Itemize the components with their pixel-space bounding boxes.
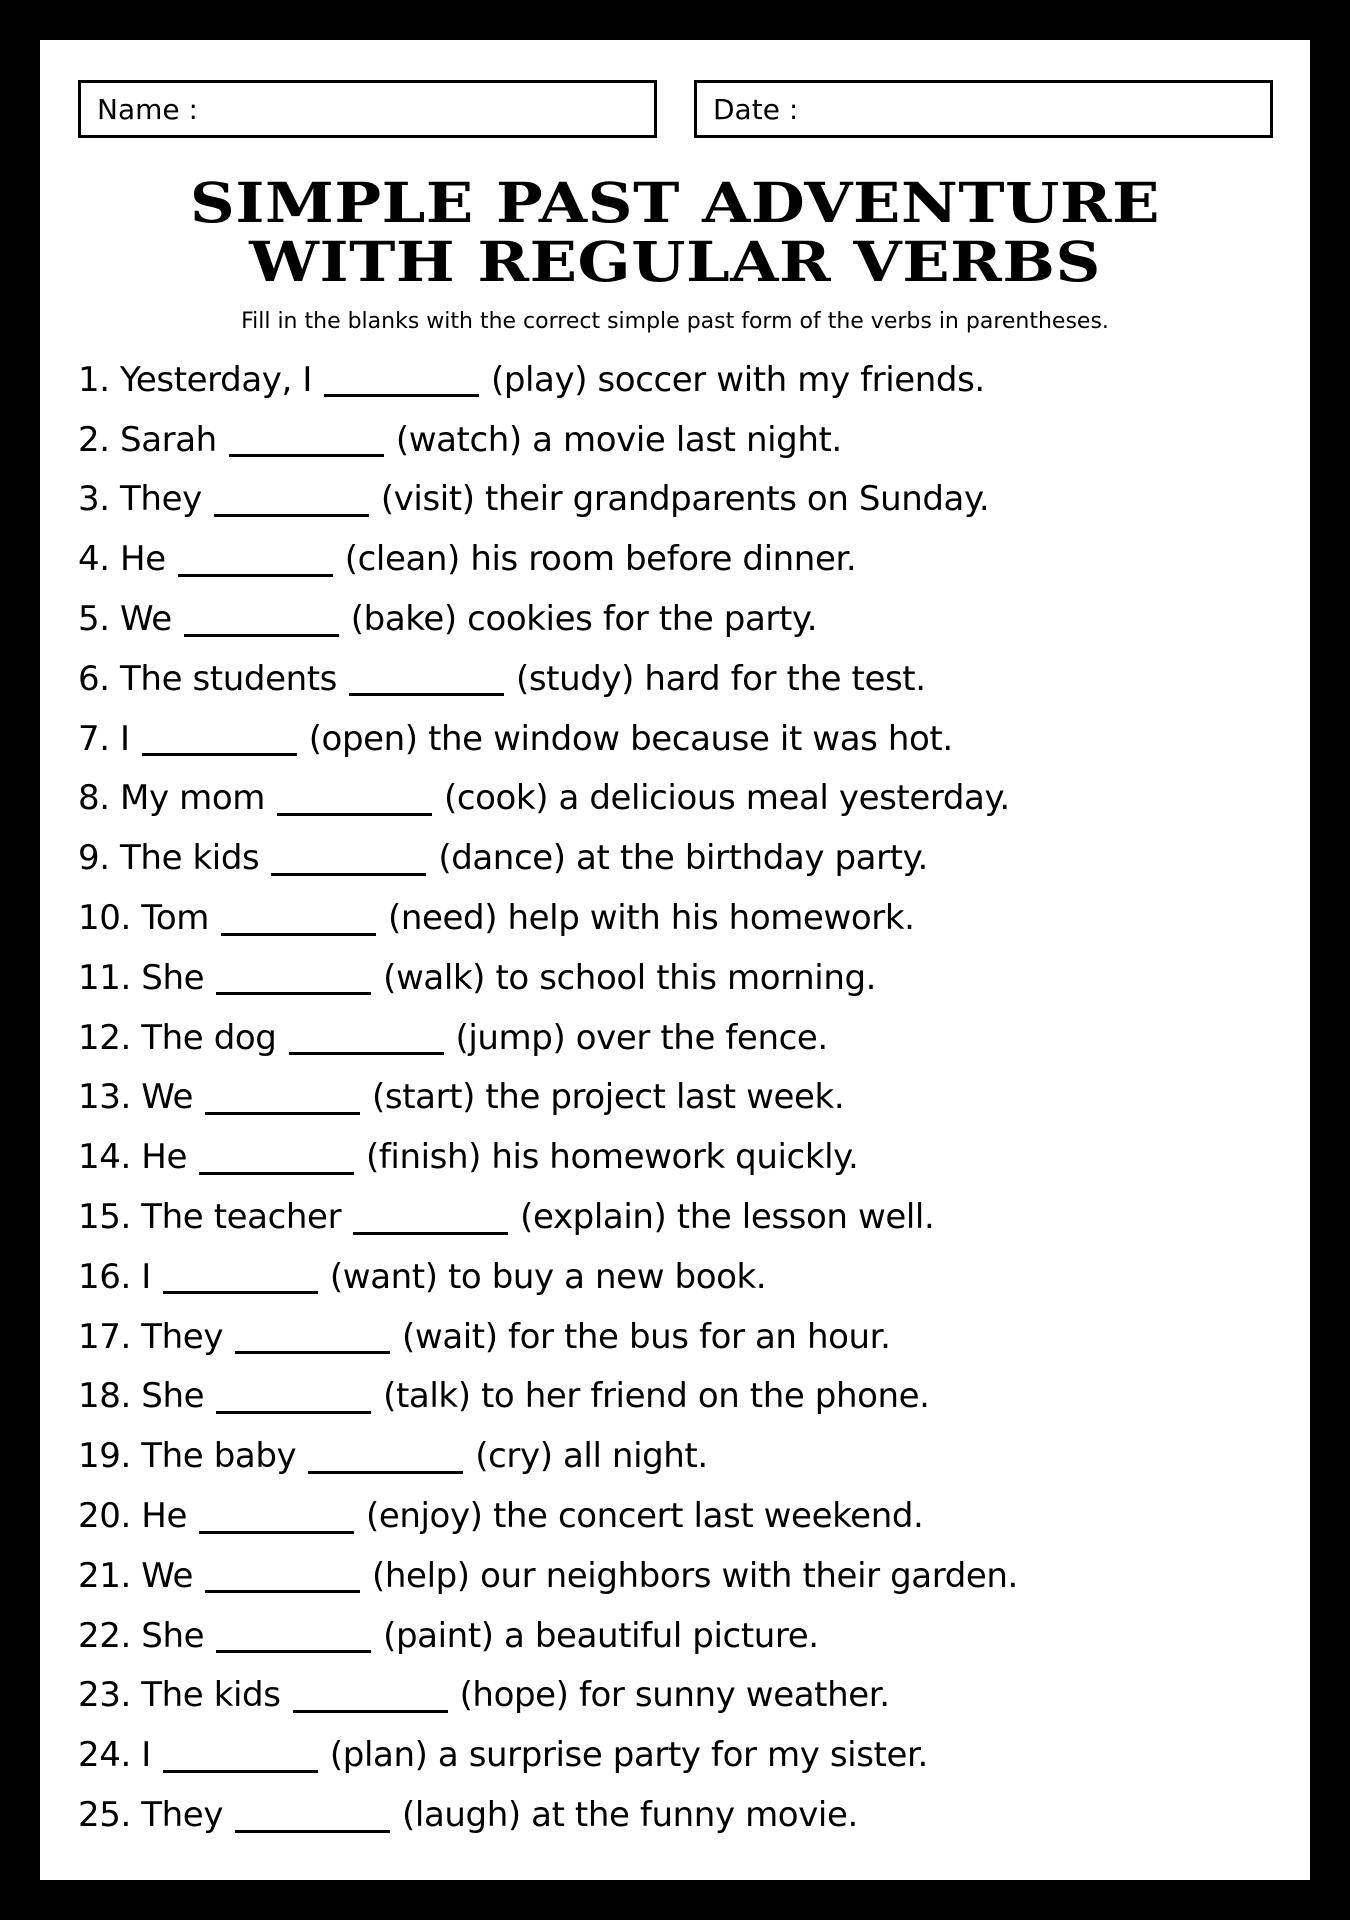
answer-blank[interactable] bbox=[163, 1259, 318, 1294]
exercise-rest: (bake) cookies for the party. bbox=[350, 599, 818, 640]
answer-blank[interactable] bbox=[205, 1558, 360, 1593]
answer-blank[interactable] bbox=[199, 1140, 354, 1175]
exercise-rest: (paint) a beautiful picture. bbox=[383, 1615, 819, 1656]
exercise-rest: (study) hard for the test. bbox=[515, 658, 926, 699]
answer-blank[interactable] bbox=[353, 1200, 508, 1235]
answer-blank[interactable] bbox=[199, 1499, 354, 1534]
exercise-item bbox=[78, 1367, 1278, 1427]
worksheet-page bbox=[40, 40, 1310, 1880]
exercise-rest: (laugh) at the funny movie. bbox=[402, 1795, 858, 1836]
exercise-rest: (help) our neighbors with their garden. bbox=[372, 1555, 1018, 1596]
exercise-rest: (start) the project last week. bbox=[372, 1077, 845, 1118]
exercise-rest: (want) to buy a new book. bbox=[329, 1256, 767, 1297]
exercise-subject: 10. Tom bbox=[78, 898, 209, 939]
title-line-1: SIMPLE PAST ADVENTURE bbox=[189, 170, 1161, 235]
answer-blank[interactable] bbox=[142, 721, 297, 756]
exercise-subject: 15. The teacher bbox=[78, 1197, 342, 1238]
exercise-rest: (finish) his homework quickly. bbox=[365, 1137, 859, 1178]
exercise-subject: 21. We bbox=[78, 1555, 194, 1596]
exercise-rest: (hope) for sunny weather. bbox=[459, 1675, 890, 1716]
answer-blank[interactable] bbox=[277, 781, 432, 816]
exercise-subject: 19. The baby bbox=[78, 1436, 297, 1477]
exercise-item bbox=[78, 1486, 1278, 1546]
answer-blank[interactable] bbox=[205, 1080, 360, 1115]
exercise-item bbox=[78, 888, 1278, 948]
exercise-item bbox=[78, 350, 1278, 410]
name-field[interactable] bbox=[78, 80, 657, 138]
exercise-subject: 3. They bbox=[78, 479, 202, 520]
exercise-subject: 1. Yesterday, I bbox=[78, 359, 312, 400]
exercise-subject: 9. The kids bbox=[78, 838, 260, 879]
exercise-subject: 4. He bbox=[78, 539, 166, 580]
answer-blank[interactable] bbox=[229, 422, 384, 457]
exercise-item bbox=[78, 948, 1278, 1008]
exercise-rest: (need) help with his homework. bbox=[388, 898, 915, 939]
exercise-rest: (watch) a movie last night. bbox=[395, 419, 842, 460]
exercise-rest: (plan) a surprise party for my sister. bbox=[329, 1735, 928, 1776]
exercise-subject: 16. I bbox=[78, 1256, 151, 1297]
exercise-rest: (cook) a delicious meal yesterday. bbox=[443, 778, 1010, 819]
answer-blank[interactable] bbox=[289, 1020, 444, 1055]
exercise-item bbox=[78, 709, 1278, 769]
answer-blank[interactable] bbox=[221, 901, 376, 936]
exercise-rest: (clean) his room before dinner. bbox=[344, 539, 857, 580]
exercise-item bbox=[78, 1127, 1278, 1187]
answer-blank[interactable] bbox=[235, 1798, 390, 1833]
exercise-subject: 5. We bbox=[78, 599, 172, 640]
exercise-item bbox=[78, 649, 1278, 709]
exercise-item bbox=[78, 769, 1278, 829]
exercise-subject: 17. They bbox=[78, 1316, 224, 1357]
answer-blank[interactable] bbox=[184, 602, 339, 637]
exercise-subject: 22. She bbox=[78, 1615, 205, 1656]
exercise-rest: (talk) to her friend on the phone. bbox=[383, 1376, 930, 1417]
exercise-item bbox=[78, 1307, 1278, 1367]
answer-blank[interactable] bbox=[214, 482, 369, 517]
exercise-rest: (walk) to school this morning. bbox=[383, 957, 877, 998]
exercise-item bbox=[78, 1546, 1278, 1606]
exercise-rest: (dance) at the birthday party. bbox=[438, 838, 928, 879]
exercise-subject: 25. They bbox=[78, 1795, 224, 1836]
answer-blank[interactable] bbox=[271, 841, 426, 876]
exercise-subject: 7. I bbox=[78, 718, 130, 759]
exercise-rest: (open) the window because it was hot. bbox=[308, 718, 953, 759]
answer-blank[interactable] bbox=[235, 1319, 390, 1354]
exercise-rest: (cry) all night. bbox=[475, 1436, 708, 1477]
exercise-subject: 20. He bbox=[78, 1496, 187, 1537]
answer-blank[interactable] bbox=[293, 1678, 448, 1713]
exercise-rest: (jump) over the fence. bbox=[455, 1017, 828, 1058]
exercise-subject: 23. The kids bbox=[78, 1675, 281, 1716]
exercise-rest: (wait) for the bus for an hour. bbox=[402, 1316, 891, 1357]
exercise-rest: (enjoy) the concert last weekend. bbox=[365, 1496, 924, 1537]
exercise-subject: 18. She bbox=[78, 1376, 205, 1417]
worksheet-title bbox=[0, 170, 1350, 294]
exercise-subject: 8. My mom bbox=[78, 778, 265, 819]
exercise-item bbox=[78, 1725, 1278, 1785]
answer-blank[interactable] bbox=[216, 960, 371, 995]
exercise-subject: 12. The dog bbox=[78, 1017, 277, 1058]
exercise-item bbox=[78, 1068, 1278, 1128]
exercise-subject: 24. I bbox=[78, 1735, 151, 1776]
exercise-item bbox=[78, 1247, 1278, 1307]
exercise-item bbox=[78, 1666, 1278, 1726]
exercise-subject: 11. She bbox=[78, 957, 205, 998]
answer-blank[interactable] bbox=[349, 661, 504, 696]
exercise-item bbox=[78, 1426, 1278, 1486]
answer-blank[interactable] bbox=[308, 1439, 463, 1474]
date-field[interactable] bbox=[694, 80, 1273, 138]
exercise-rest: (visit) their grandparents on Sunday. bbox=[380, 479, 990, 520]
exercise-item bbox=[78, 529, 1278, 589]
exercise-item bbox=[78, 1008, 1278, 1068]
exercise-item bbox=[78, 1785, 1278, 1845]
exercise-item bbox=[78, 589, 1278, 649]
exercise-item bbox=[78, 1606, 1278, 1666]
answer-blank[interactable] bbox=[216, 1379, 371, 1414]
name-label: Name : bbox=[97, 92, 198, 126]
exercise-subject: 6. The students bbox=[78, 658, 337, 699]
answer-blank[interactable] bbox=[324, 362, 479, 397]
exercise-item bbox=[78, 410, 1278, 470]
exercise-subject: 2. Sarah bbox=[78, 419, 217, 460]
exercise-item bbox=[78, 1187, 1278, 1247]
exercise-item bbox=[78, 828, 1278, 888]
date-label: Date : bbox=[713, 92, 799, 126]
exercise-item bbox=[78, 470, 1278, 530]
exercise-rest: (explain) the lesson well. bbox=[520, 1197, 935, 1238]
exercise-subject: 13. We bbox=[78, 1077, 194, 1118]
instruction-text: Fill in the blanks with the correct simple past form of the verbs in parentheses. bbox=[241, 309, 1109, 334]
exercise-rest: (play) soccer with my friends. bbox=[490, 359, 985, 400]
exercise-list bbox=[78, 350, 1278, 1845]
exercise-subject: 14. He bbox=[78, 1137, 187, 1178]
answer-blank[interactable] bbox=[163, 1738, 318, 1773]
title-line-2: WITH REGULAR VERBS bbox=[249, 229, 1101, 294]
answer-blank[interactable] bbox=[178, 542, 333, 577]
answer-blank[interactable] bbox=[216, 1618, 371, 1653]
